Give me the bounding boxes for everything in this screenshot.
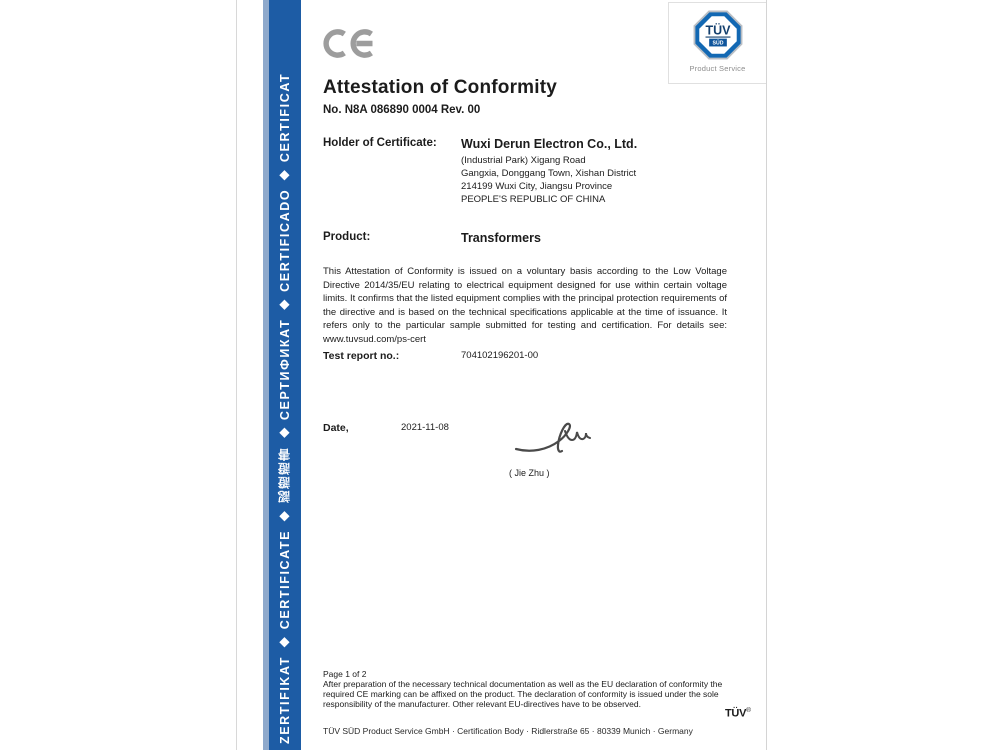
holder-value-block — [461, 137, 637, 206]
holder-address-line: (Industrial Park) Xigang Road — [461, 155, 586, 166]
holder-company-name: Wuxi Derun Electron Co., Ltd. — [461, 137, 638, 151]
ce-mark-icon — [323, 23, 381, 69]
tuv-sud-logo-box — [668, 2, 766, 84]
tuv-wordmark — [725, 707, 751, 720]
sud-logo-text: SÜD — [712, 40, 723, 47]
certificate-number: No. N8A 086890 0004 Rev. 00 — [323, 104, 481, 116]
footer-legal-note: After preparation of the necessary technical documentation as well as the EU declaration of conformity the required CE marking can be affixed on the product. The declaration of conformity is issued under the sole responsibility of the manufacturer. Other relevant EU-directives have to be observed. — [323, 679, 723, 709]
ribbon-body — [269, 0, 301, 750]
page-indicator: Page 1 of 2 — [323, 669, 367, 679]
holder-address-line: PEOPLE'S REPUBLIC OF CHINA — [461, 194, 606, 205]
certificate-ribbon — [263, 0, 301, 750]
attestation-statement: This Attestation of Conformity is issued on a voluntary basis according to the Low Voltage Directive 2014/35/EU relating to electrical equipment designed for use within certain voltage limits. It confirms that the listed equipment complies with the principal protection requirements of the directive and is based on the technical specifications applicable at the time of issuance. It refers only to the particular sample submitted for testing and certification. For details see: www.tuvsud.com/ps-cert — [323, 266, 727, 345]
holder-address-line: Gangxia, Donggang Town, Xishan District — [461, 168, 637, 179]
product-row — [323, 231, 541, 245]
tuv-wordmark-text: TÜV — [725, 707, 747, 720]
product-value: Transformers — [461, 231, 541, 245]
holder-address-line: 214199 Wuxi City, Jiangsu Province — [461, 181, 613, 192]
certificate-page — [236, 0, 767, 750]
holder-of-certificate-row — [323, 137, 637, 206]
signatory-name: ( Jie Zhu ) — [509, 468, 550, 478]
date-row — [323, 422, 449, 434]
issuer-address-line: TÜV SÜD Product Service GmbH · Certification Body · Ridlerstraße 65 · 80339 Munich · Germany — [323, 726, 693, 736]
product-label: Product: — [323, 231, 371, 243]
test-report-row — [323, 350, 538, 362]
tuv-sud-octagon-icon — [692, 9, 744, 61]
ribbon-multilanguage-text: ZERTIFIKAT ◆ CERTIFICATE ◆ 認證證書 ◆ СЕРТИФИКАТ ◆ CERTIFICADO ◆ CERTIFICAT — [278, 72, 292, 744]
test-report-label: Test report no.: — [323, 350, 400, 362]
tuv-logo-caption: Product Service — [689, 64, 746, 73]
date-value: 2021-11-08 — [401, 422, 449, 433]
registered-trademark-symbol: ® — [746, 707, 751, 714]
document-title: Attestation of Conformity — [323, 77, 558, 98]
test-report-number: 704102196201-00 — [461, 350, 539, 361]
signature-handwriting — [513, 415, 595, 466]
holder-label: Holder of Certificate: — [323, 137, 437, 149]
date-label: Date, — [323, 422, 349, 434]
tuv-logo-text: TÜV — [705, 23, 730, 38]
